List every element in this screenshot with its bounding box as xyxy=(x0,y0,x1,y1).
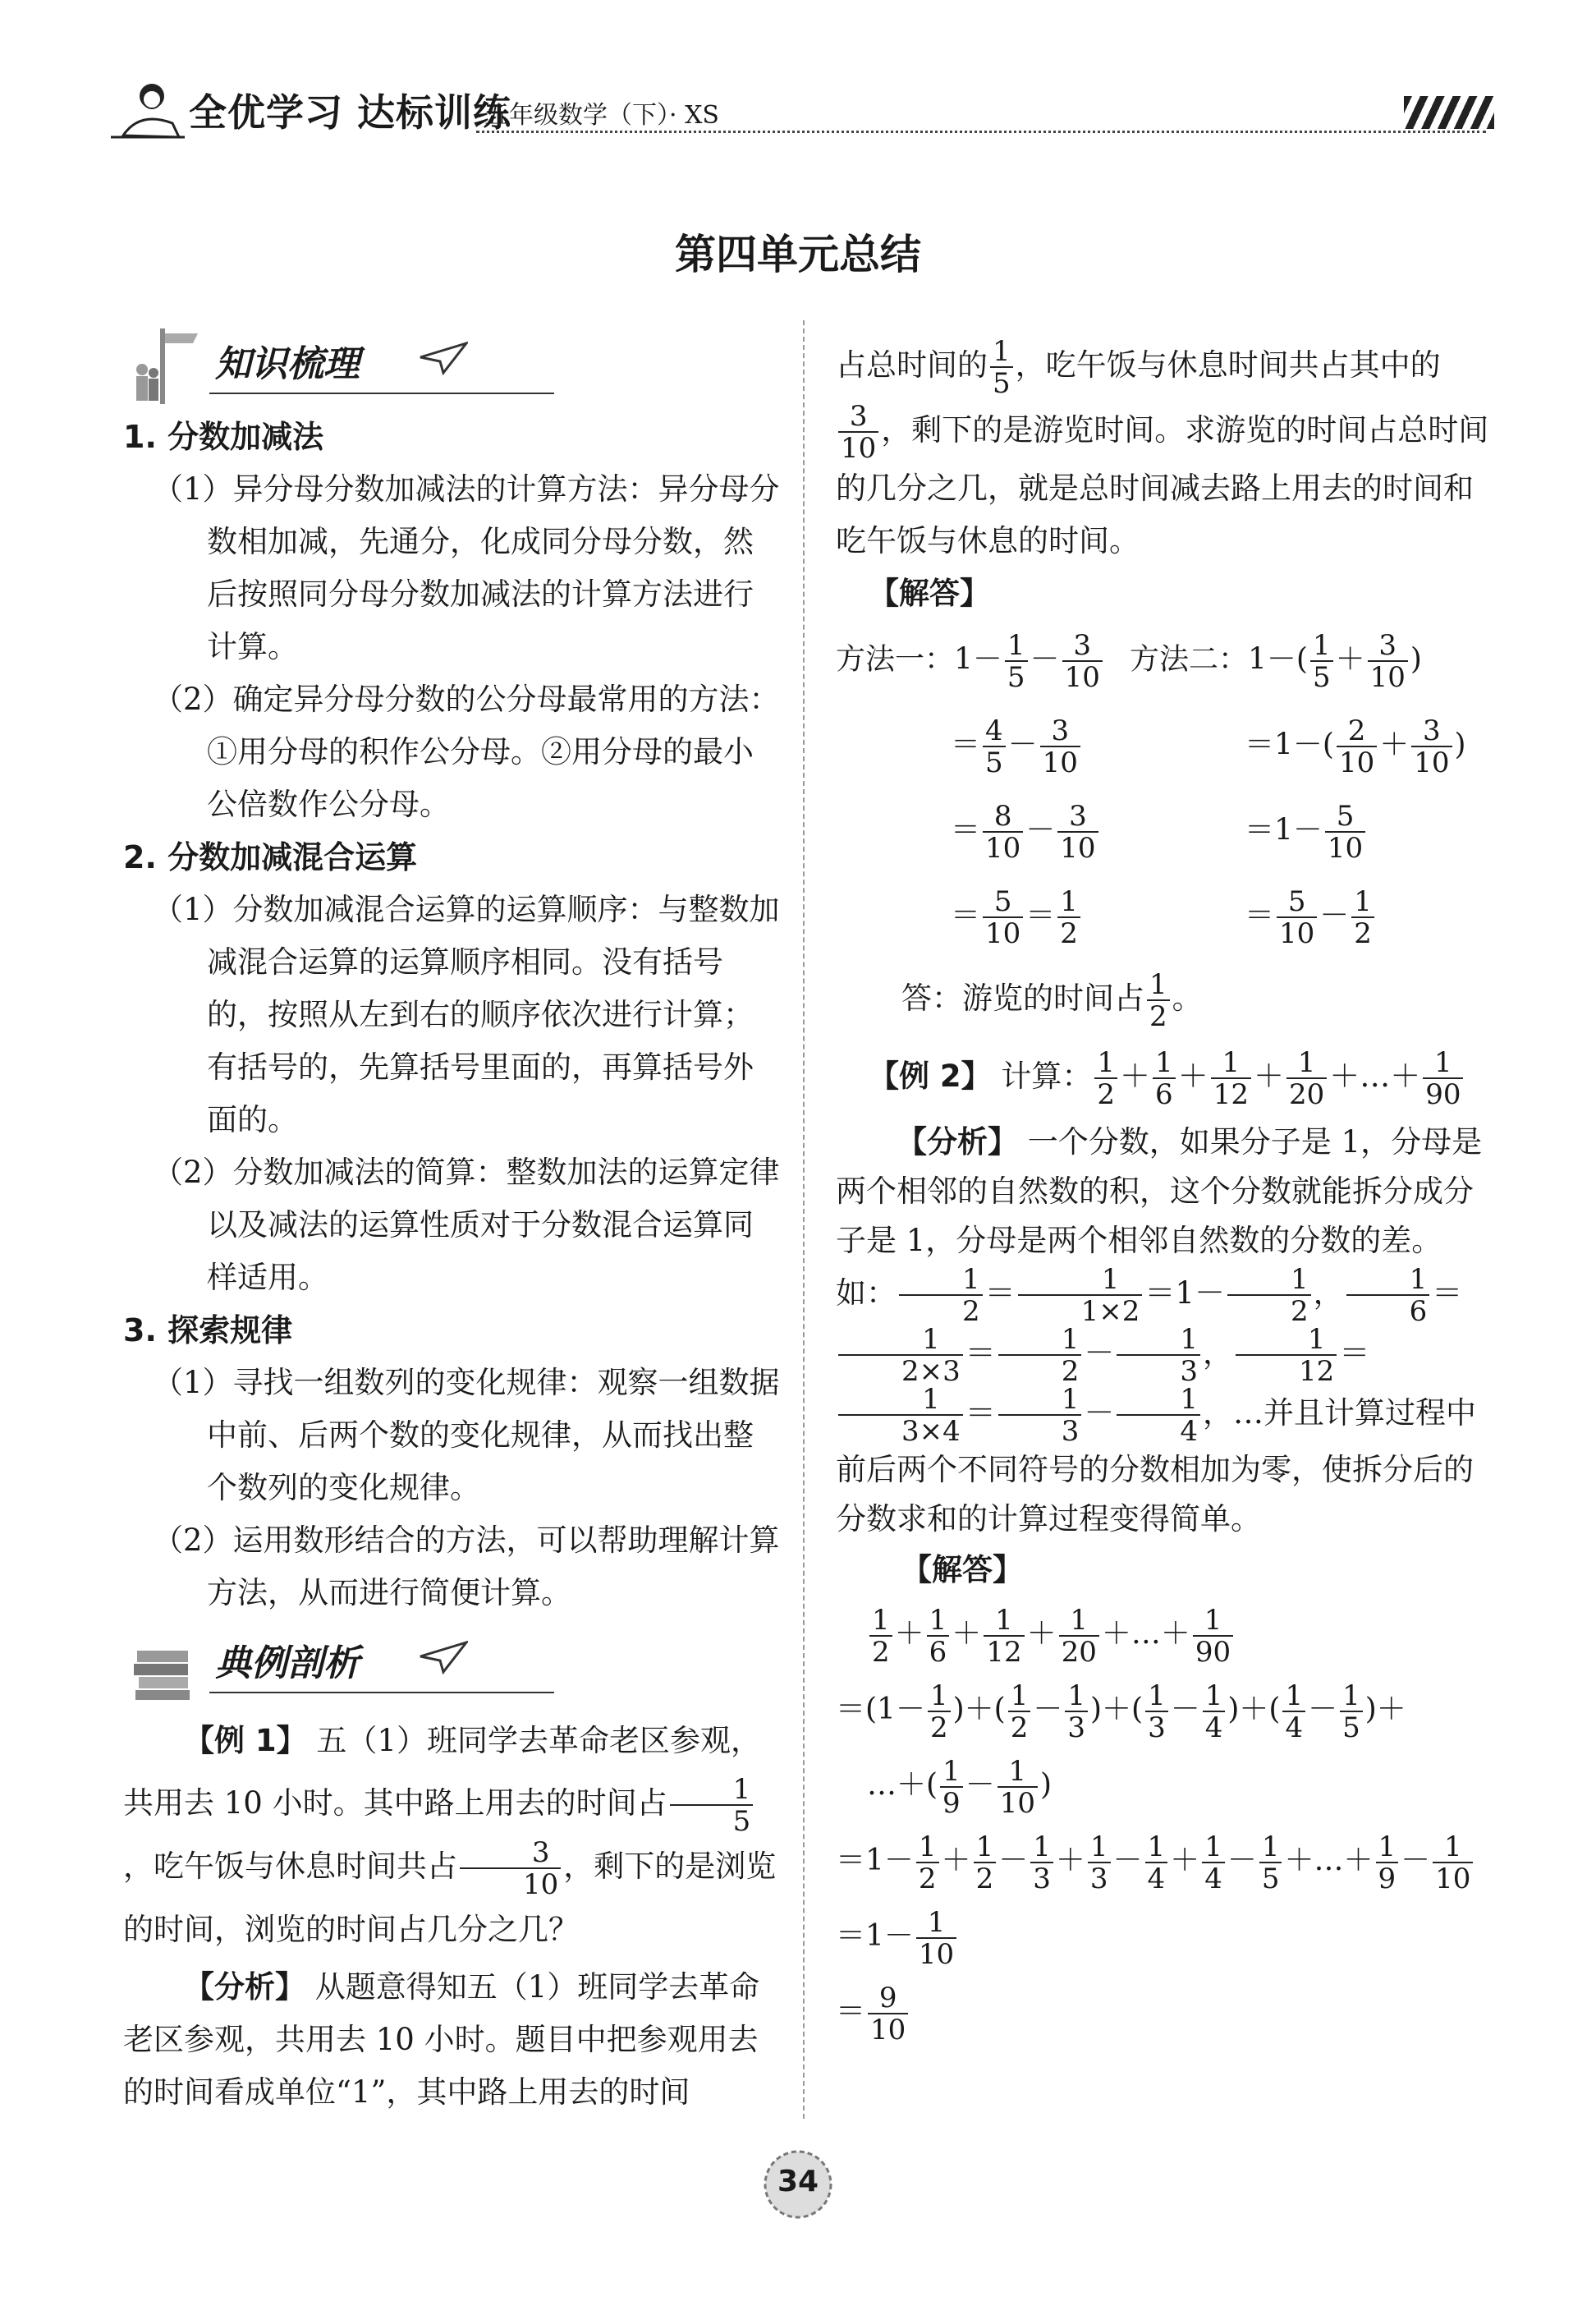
column-divider xyxy=(803,320,805,2119)
example-2-question: 【例 2】 计算： $\frac{1}{2}$ ＋ $\frac{1}{6}$ ＋ $\frac{1}{12}$ ＋ $\frac{1}{20}$ ＋…＋ $\frac{1}{90}$ xyxy=(836,1036,1493,1118)
book-subject: 五年级数学（下）· XS xyxy=(484,101,719,130)
example-1-conclusion: 答：游览的时间占 $\frac{1}{2}$ 。 xyxy=(901,968,1203,1033)
section-underline xyxy=(209,393,554,394)
signpost-people-icon xyxy=(127,327,201,405)
student-mascot-icon xyxy=(107,78,189,144)
example-1-tag: 【例 1】 xyxy=(184,1723,307,1758)
solution-row-3: ＝ $\frac{8}{10}$ － $\frac{3}{10}$ ＝1－ $\frac{5}{10}$ xyxy=(836,791,1493,876)
book-stack-icon xyxy=(127,1626,201,1704)
paper-plane-icon xyxy=(419,337,468,378)
page-title: 第四单元总结 xyxy=(675,231,921,278)
page-number-badge xyxy=(757,2143,839,2225)
left-column xyxy=(123,320,780,2119)
example-2-solution: $\frac{1}{2}$ ＋ $\frac{1}{6}$ ＋ $\frac{1}{12}$ ＋ $\frac{1}{20}$ ＋…＋ $\frac{1}{90}$ ＝(1－ $\frac{1}{2}$ )＋( $\frac{1}{2}$ － $\frac{1}{3}$ )＋( $\frac{1}{3}$ － $\frac{1}{4}$ )＋( $\frac{1}{4}$ － $\frac{1}{5}$ )＋ …＋( $\frac{1}{9}$ － $\frac{1}{10}$ ) ＝1－ $\frac{1}{2}$ ＋ $\frac{1}{2}$ － $\frac{1}{3}$ ＋ $\frac{1}{3}$ － $\frac{1}{4}$ ＋ $\frac{1}{4}$ － $\frac{1}{5}$ ＋…＋ $\frac{1}{9}$ － $\frac{1}{10}$ ＝1－ $\frac{1}{10}$ ＝ $\frac{9}{10}$ xyxy=(836,1596,1493,2050)
section-title-review: 知识梳理 xyxy=(215,343,360,385)
topic-2-point-2: （2）分数加减法的简算：整数加法的运算定律以及减法的运算性质对于分数混合运算同样适用。 xyxy=(153,1155,780,1295)
running-header xyxy=(107,78,1502,144)
example-1-analysis-end: $\frac{3}{10}$ ，剩下的是游览时间。求游览的时间占总时间的几分之几，就是总时间减去路上用去的时间和吃午饭与休息的时间。 xyxy=(836,400,1489,558)
right-column xyxy=(836,320,1493,2050)
section-underline xyxy=(209,1692,554,1693)
solution-row-2: ＝ $\frac{4}{5}$ － $\frac{3}{10}$ ＝1－( $\frac{2}{10}$ ＋ $\frac{3}{10}$ ) xyxy=(951,714,1466,779)
brand-name: 全优学习 达标训练 xyxy=(189,90,512,135)
topic-3-point-1: （1）寻找一组数列的变化规律：观察一组数据中前、后两个数的变化规律，从而找出整个数列的变化规律。 xyxy=(153,1365,780,1505)
example-2-tag: 【例 2】 xyxy=(869,1059,992,1094)
analysis-tag: 【分析】 xyxy=(184,1969,305,2005)
header-dotted-rule xyxy=(476,131,1486,133)
example-2-analysis: 【分析】 一个分数，如果分子是 1，分母是两个相邻的自然数的积，这个分数就能拆分成分子是 1，分母是两个相邻自然数的分数的差。如： $\frac{1}{2}$ ＝ $\frac{1}{1\times 2}$ ＝1－ $\frac{1}{2}$ ， $\frac{1}{6}$ ＝ $\frac{1}{2\times 3}$ ＝ $\frac{1}{2}$ － $\frac{1}{3}$ ， $\frac{1}{12}$ ＝ $\frac{1}{3\times 4}$ ＝ $\frac{1}{3}$ － $\frac{1}{4}$ ，…并且计算过程中前后两个不同符号的分数相加为零，使拆分后的分数求和的计算过程变得简单。 xyxy=(836,1124,1483,1536)
fraction-3-10: $\frac{3}{10}$ xyxy=(460,1839,561,1899)
fraction-1-5: $\frac{1}{5}$ xyxy=(670,1775,754,1835)
example-1-solution xyxy=(836,620,1493,962)
paper-plane-icon xyxy=(419,1636,468,1677)
topic-1-point-2: （2）确定异分母分数的公分母最常用的方法：①用分母的积作公分母。②用分母的最小公倍数作公分母。 xyxy=(153,682,780,822)
section-title-examples: 典例剖析 xyxy=(215,1642,360,1684)
topic-1-point-1: （1）异分母分数加减法的计算方法：异分母分数相加减，先通分，化成同分母分数，然后按照同分母分数加减法的计算方法进行计算。 xyxy=(153,471,780,664)
topic-heading-1: 1. 分数加减法 xyxy=(123,419,324,455)
topic-3-point-2: （2）运用数形结合的方法，可以帮助理解计算方法，从而进行简便计算。 xyxy=(153,1523,780,1610)
section-header-review xyxy=(123,320,780,411)
example-1-analysis-cont: 占总时间的 $\frac{1}{5}$ ，吃午饭与休息时间共占其中的 xyxy=(836,335,1441,400)
topic-2-point-1: （1）分数加减混合运算的运算顺序：与整数加减混合运算的运算顺序相同。没有括号的，按照从左到右的顺序依次进行计算；有括号的，先算括号里面的，再算括号外面的。 xyxy=(153,892,780,1137)
example-2-answer-tag: 【解答】 xyxy=(901,1552,1023,1587)
page-number: 34 xyxy=(777,2165,819,2198)
topic-heading-3: 3. 探索规律 xyxy=(123,1312,293,1348)
section-header-examples xyxy=(123,1619,780,1710)
solution-row-1: 方法一：1－ $\frac{1}{5}$ － $\frac{3}{10}$ 方法二：1－( $\frac{1}{5}$ ＋ $\frac{3}{10}$ ) xyxy=(836,629,1422,694)
solution-row-4: ＝ $\frac{5}{10}$ ＝ $\frac{1}{2}$ ＝ $\frac{5}{10}$ － $\frac{1}{2}$ xyxy=(836,876,1493,962)
header-stripe-decoration xyxy=(1404,96,1494,129)
topic-heading-2: 2. 分数加减混合运算 xyxy=(123,839,418,875)
example-1-answer-tag: 【解答】 xyxy=(869,576,990,611)
example-1-analysis: 【分析】 从题意得知五（1）班同学去革命老区参观，共用去 10 小时。题目中把参观用去的时间看成单位“1”，其中路上用去的时间 xyxy=(123,1969,760,2110)
example-1-question: 【例 1】 五（1）班同学去革命老区参观，共用去 10 小时。其中路上用去的时间占 $\frac{1}{5}$ ，吃午饭与休息时间共占 $\frac{3}{10}$ ，剩下的是浏览的时间，浏览的时间占几分之几？ xyxy=(123,1723,777,1947)
